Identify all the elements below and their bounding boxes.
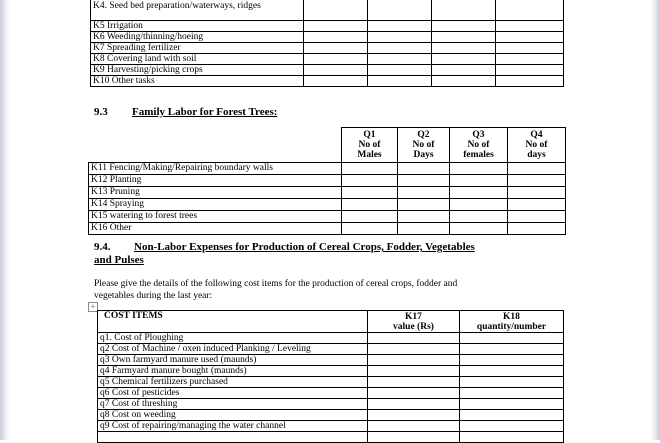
data-cell[interactable] (432, 21, 496, 32)
row-label: K12 Planting (89, 175, 342, 187)
data-cell[interactable] (450, 187, 508, 199)
row-label: K15 watering to forest trees (89, 211, 342, 223)
data-cell[interactable] (304, 43, 368, 54)
forest-labor-table (88, 127, 566, 235)
data-cell[interactable] (496, 76, 564, 87)
data-cell[interactable] (450, 211, 508, 223)
data-cell[interactable] (496, 0, 564, 21)
spelling-flag: (maunds) (210, 366, 247, 376)
data-cell[interactable] (496, 65, 564, 76)
data-cell[interactable] (368, 0, 432, 21)
data-cell[interactable] (496, 43, 564, 54)
table-row (91, 0, 564, 21)
table-row (89, 211, 566, 223)
data-cell[interactable] (368, 65, 432, 76)
section-title-line2: and Pulses (94, 254, 144, 266)
data-cell[interactable] (398, 175, 450, 187)
data-cell[interactable] (496, 32, 564, 43)
row-label: K5 Irrigation (91, 21, 304, 32)
row-label: q8 Cost on weeding (98, 410, 368, 421)
spelling-flag: (maunds) (220, 355, 257, 365)
data-cell[interactable] (508, 211, 566, 223)
row-label: q3 Own farmyard manure used (maunds) (98, 355, 368, 366)
data-cell[interactable] (368, 399, 460, 410)
data-cell[interactable] (342, 223, 398, 235)
data-cell[interactable] (342, 175, 398, 187)
data-cell[interactable] (450, 163, 508, 175)
column-header-k18: K18 quantity/number (460, 311, 564, 333)
data-cell[interactable] (304, 0, 368, 21)
row-label: q7 Cost of threshing (98, 399, 368, 410)
data-cell[interactable] (342, 211, 398, 223)
data-cell[interactable] (432, 43, 496, 54)
data-cell[interactable] (342, 187, 398, 199)
column-header-cost-items: COST ITEMS (98, 311, 368, 333)
table-row (89, 163, 566, 175)
row-label: K9 Harvesting/picking crops (91, 65, 304, 76)
row-label: K16 Other (89, 223, 342, 235)
data-cell[interactable] (368, 54, 432, 65)
table-row (98, 388, 564, 399)
data-cell[interactable] (368, 388, 460, 399)
data-cell[interactable] (508, 175, 566, 187)
data-cell[interactable] (460, 388, 564, 399)
data-cell[interactable] (460, 421, 564, 432)
table-row (89, 175, 566, 187)
table-row (98, 399, 564, 410)
data-cell[interactable] (460, 432, 564, 443)
data-cell[interactable] (460, 366, 564, 377)
row-label: K7 Spreading fertilizer (91, 43, 304, 54)
table-row (98, 421, 564, 432)
data-cell[interactable] (432, 0, 496, 21)
data-cell[interactable] (398, 199, 450, 211)
cost-items-table (97, 310, 564, 443)
data-cell[interactable] (398, 223, 450, 235)
data-cell[interactable] (368, 76, 432, 87)
table-header-row (98, 311, 564, 333)
column-header-k17: K17 value (Rs) (368, 311, 460, 333)
table-row (98, 344, 564, 355)
instruction-text: Please give the details of the following cost items for the production of cereal crops, fodder and vegetables during the last year: (94, 279, 458, 301)
table-row (98, 333, 564, 344)
data-cell[interactable] (450, 175, 508, 187)
data-cell[interactable] (342, 199, 398, 211)
row-label: K13 Pruning (89, 187, 342, 199)
data-cell[interactable] (368, 32, 432, 43)
data-cell[interactable] (368, 21, 432, 32)
table-row (98, 355, 564, 366)
row-label: K4. Seed bed preparation/waterways, ridges (91, 0, 304, 21)
data-cell[interactable] (304, 54, 368, 65)
data-cell[interactable] (304, 21, 368, 32)
data-cell[interactable] (460, 399, 564, 410)
data-cell[interactable] (304, 65, 368, 76)
data-cell[interactable] (432, 76, 496, 87)
row-label: q4 Farmyard manure bought (maunds) (98, 366, 368, 377)
section-heading-9-4 (94, 241, 475, 267)
data-cell[interactable] (368, 432, 460, 443)
table-row (98, 432, 564, 443)
row-label: q5 Chemical fertilizers purchased (98, 377, 368, 388)
table-row (91, 32, 564, 43)
page-left-shadow (0, 0, 10, 440)
data-cell[interactable] (398, 163, 450, 175)
data-cell[interactable] (508, 223, 566, 235)
row-label: K11 Fencing/Making/Repairing boundary walls (89, 163, 342, 175)
row-label: K6 Weeding/thinning/hoeing (91, 32, 304, 43)
data-cell[interactable] (432, 32, 496, 43)
table-row (91, 54, 564, 65)
data-cell[interactable] (304, 76, 368, 87)
section-number: 9.3 (94, 106, 108, 118)
column-header-q2: Q2 No of Days (398, 128, 450, 163)
row-label: q2 Cost of Machine / oxen induced Planking / Leveling (98, 344, 368, 355)
data-cell[interactable] (398, 187, 450, 199)
data-cell[interactable] (508, 187, 566, 199)
data-cell[interactable] (432, 54, 496, 65)
header-blank (89, 128, 342, 163)
table-row (98, 366, 564, 377)
row-label: q9 Cost of repairing/managing the water channel (98, 421, 368, 432)
spelling-flag: Ploughing (144, 333, 184, 343)
data-cell[interactable] (508, 163, 566, 175)
table-move-handle[interactable]: + (88, 302, 98, 312)
column-header-q3: Q3 No of females (450, 128, 508, 163)
data-cell[interactable] (368, 43, 432, 54)
table-row (89, 223, 566, 235)
data-cell[interactable] (368, 355, 460, 366)
section-title-line1: Non-Labor Expenses for Production of Cereal Crops, Fodder, Vegetables (134, 241, 475, 253)
section-title: Family Labor for Forest Trees: (132, 106, 278, 118)
data-cell[interactable] (368, 377, 460, 388)
row-label-cutoff (98, 432, 368, 443)
row-label: K14 Spraying (89, 199, 342, 211)
table-row (98, 377, 564, 388)
data-cell[interactable] (450, 199, 508, 211)
data-cell[interactable] (460, 355, 564, 366)
row-label: K10 Other tasks (91, 76, 304, 87)
table-row (89, 199, 566, 211)
data-cell[interactable] (508, 199, 566, 211)
page-right-shadow (650, 0, 660, 440)
row-label: q1. Cost of Ploughing (98, 333, 368, 344)
table-header-row (89, 128, 566, 163)
data-cell[interactable] (368, 421, 460, 432)
table-row (91, 76, 564, 87)
table-row (91, 21, 564, 32)
data-cell[interactable] (304, 32, 368, 43)
data-cell[interactable] (450, 223, 508, 235)
table-row (98, 410, 564, 421)
table-row (91, 43, 564, 54)
data-cell[interactable] (368, 410, 460, 421)
data-cell[interactable] (496, 54, 564, 65)
data-cell[interactable] (368, 333, 460, 344)
data-cell[interactable] (460, 344, 564, 355)
data-cell[interactable] (496, 21, 564, 32)
data-cell[interactable] (432, 65, 496, 76)
labor-table-top (90, 0, 564, 87)
section-heading-9-3 (94, 106, 277, 118)
table-row (89, 187, 566, 199)
data-cell[interactable] (460, 333, 564, 344)
row-label: q6 Cost of pesticides (98, 388, 368, 399)
table-row (91, 65, 564, 76)
column-header-q1: Q1 No of Males (342, 128, 398, 163)
column-header-q4: Q4 No of days (508, 128, 566, 163)
data-cell[interactable] (460, 410, 564, 421)
data-cell[interactable] (342, 163, 398, 175)
data-cell[interactable] (368, 366, 460, 377)
data-cell[interactable] (460, 377, 564, 388)
row-label: K8 Covering land with soil (91, 54, 304, 65)
data-cell[interactable] (398, 211, 450, 223)
data-cell[interactable] (368, 344, 460, 355)
section-number: 9.4. (94, 241, 111, 253)
